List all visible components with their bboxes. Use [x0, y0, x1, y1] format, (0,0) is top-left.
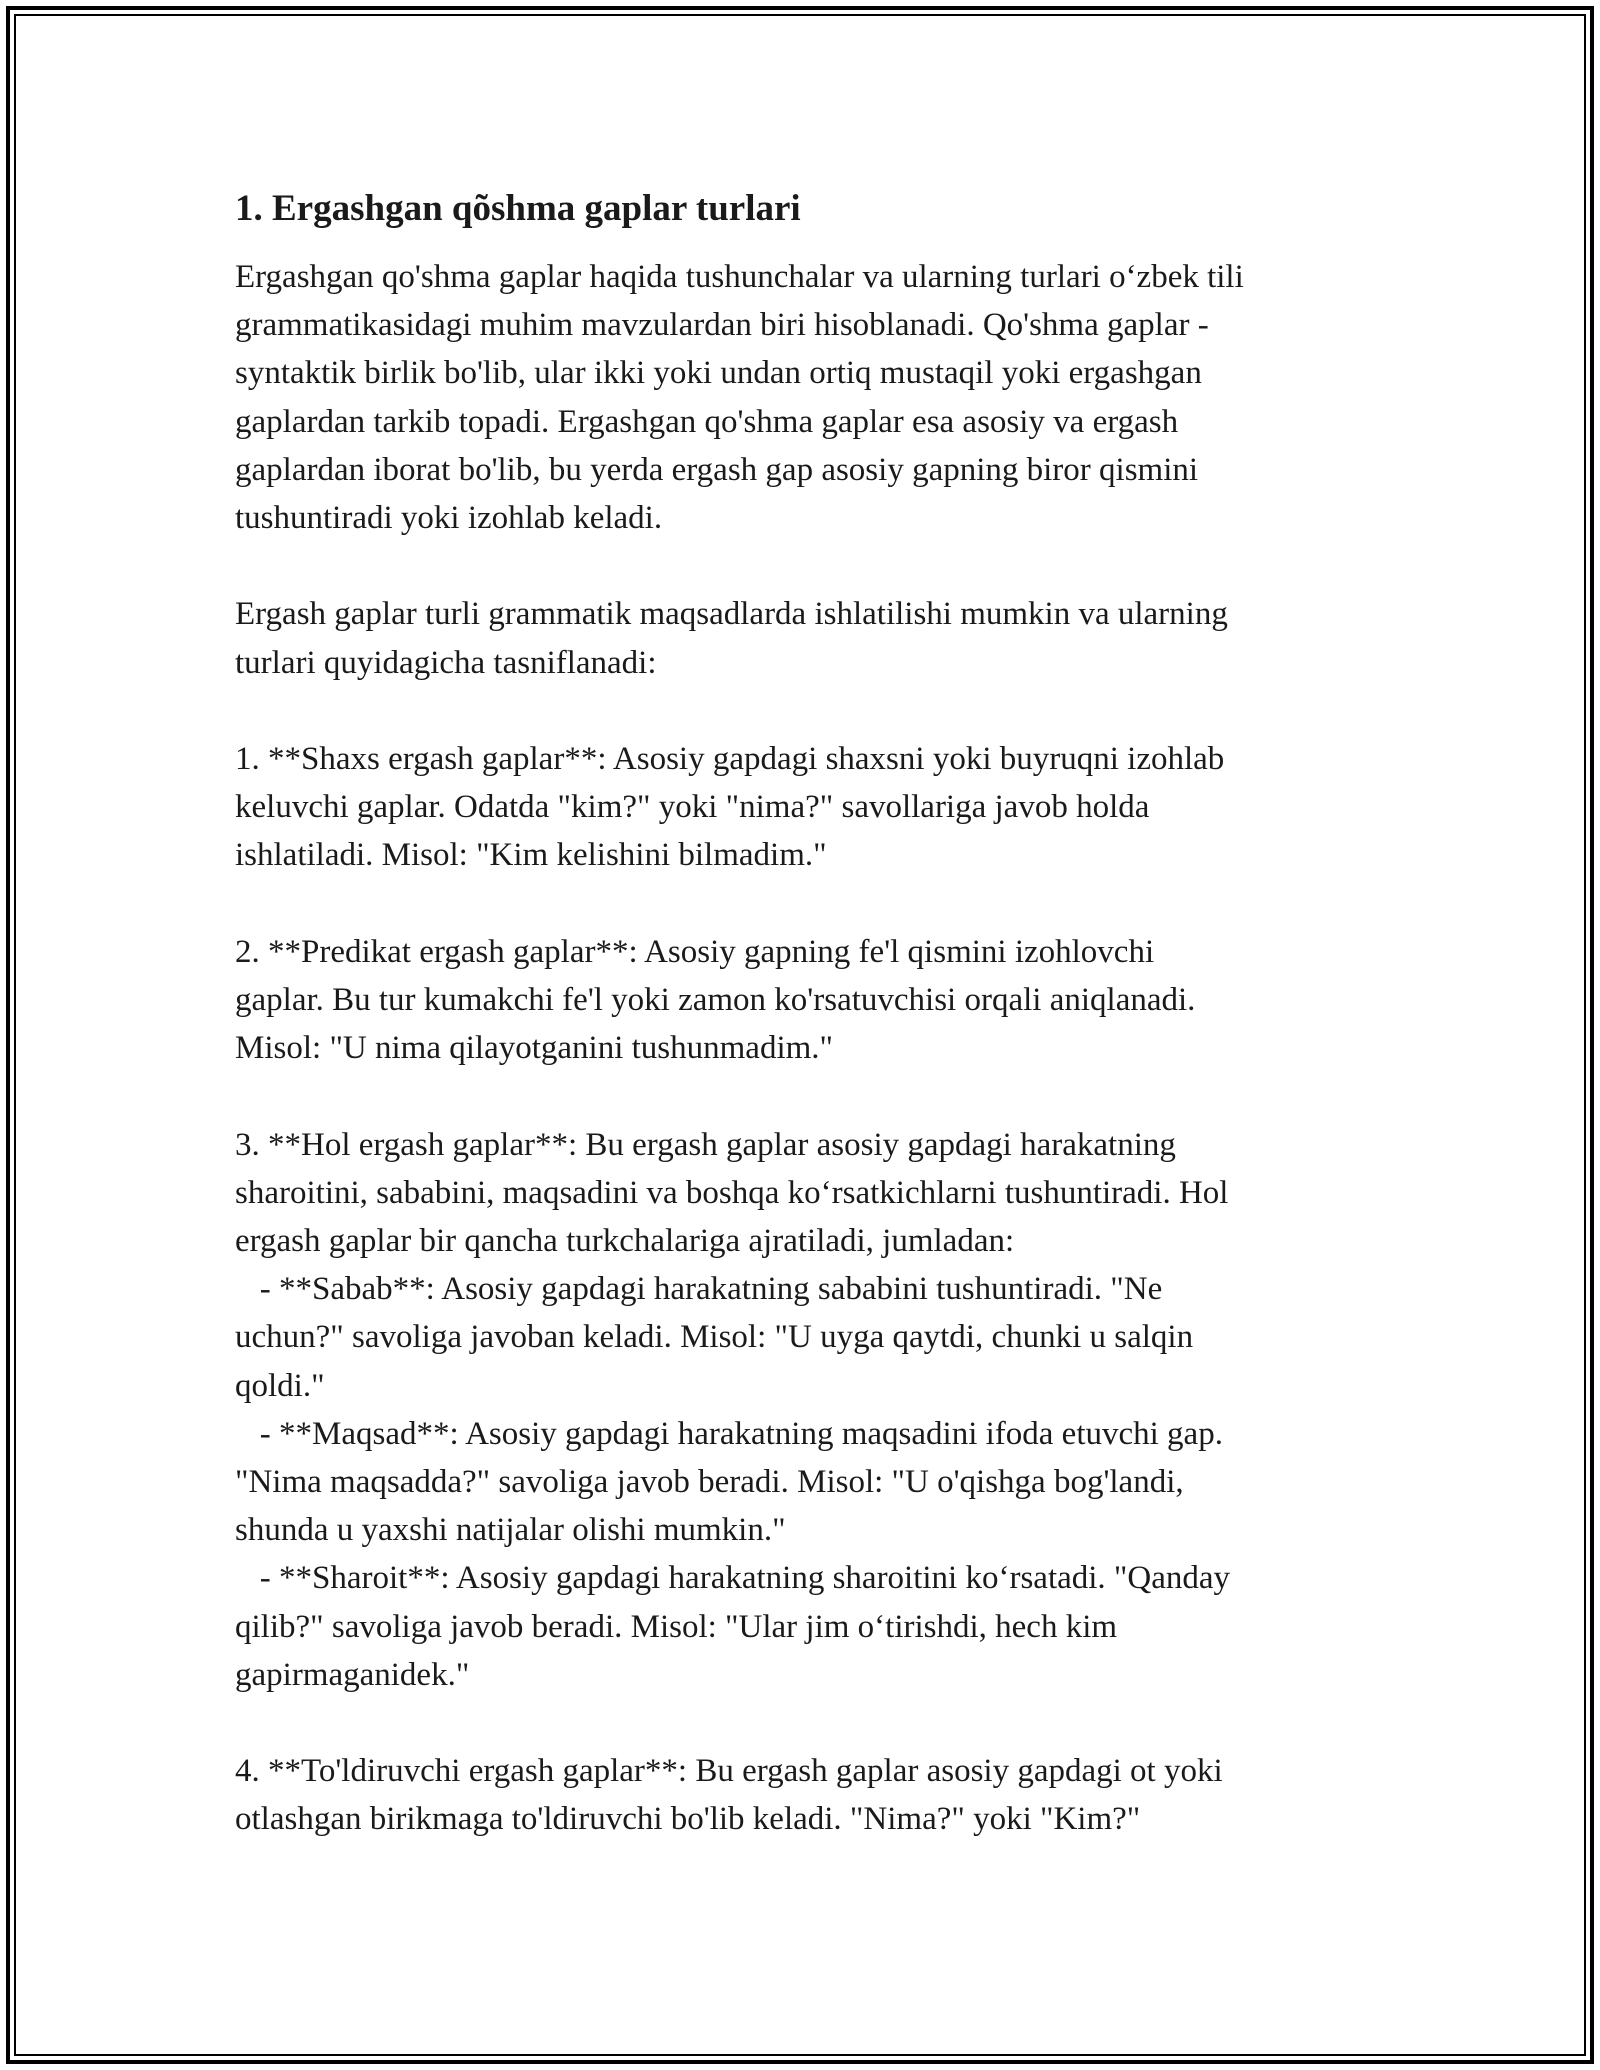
paragraph-gap: [235, 1699, 1375, 1747]
list-item-toldiruvchi: 4. **To'ldiruvchi ergash gaplar**: Bu ergash gaplar asosiy gapdagi ot yoki otlashgan birikmaga to'ldiruvchi bo'lib keladi. "Nima?" yoki "Kim?": [235, 1753, 1223, 1838]
section-title: 1. Ergashgan qõshma gaplar turlari: [235, 188, 801, 229]
classification-paragraph: Ergash gaplar turli grammatik maqsadlarda ishlatilishi mumkin va ularning turlari quyidagicha tasniflanadi:: [235, 596, 1228, 681]
paragraph-gap: [235, 687, 1375, 735]
list-item-hol: 3. **Hol ergash gaplar**: Bu ergash gaplar asosiy gapdagi harakatning sharoitini, sababini, maqsadini va boshqa ko‘rsatkichlarni tushuntiradi. Hol ergash gaplar bir qancha turkchalariga ajratiladi, jumladan: - **Sabab**: Asosiy gapdagi harakatning sababini tushuntiradi. "Ne uchun?" savoliga javoban keladi. Misol: "U uyga qaytdi, chunki u salqin qoldi." - **Maqsad**: Asosiy gapdagi harakatning maqsadini ifoda etuvchi gap. "Nima maqsadda?" savoliga javob beradi. Misol: "U o'qishga bog'landi, shunda u yaxshi natijalar olishi mumkin." - **Sharoit**: Asosiy gapdagi harakatning sharoitini ko‘rsatadi. "Qanday qilib?" savoliga javob beradi. Misol: "Ular jim o‘tirishdi, hech kim gapirmaganidek.": [235, 1126, 1231, 1693]
paragraph-gap: [235, 1072, 1375, 1120]
intro-paragraph: Ergashgan qo'shma gaplar haqida tushunchalar va ularning turlari o‘zbek tili grammatikasidagi muhim mavzulardan biri hisoblanadi. Qo'shma gaplar - syntaktik birlik bo'lib, ular ikki yoki undan ortiq mustaqil yoki ergashgan gaplardan tarkib topadi. Ergashgan qo'shma gaplar esa asosiy va ergash gaplardan iborat bo'lib, bu yerda ergash gap asosiy gapning biror qismini tushuntiradi yoki izohlab keladi.: [235, 259, 1244, 537]
paragraph-gap: [235, 542, 1375, 590]
list-item-predikat: 2. **Predikat ergash gaplar**: Asosiy gapning fe'l qismini izohlovchi gaplar. Bu tur kumakchi fe'l yoki zamon ko'rsatuvchisi orqali aniqlanadi. Misol: "U nima qilayotganini tushunmadim.": [235, 933, 1196, 1067]
list-item-shaxs: 1. **Shaxs ergash gaplar**: Asosiy gapdagi shaxsni yoki buyruqni izohlab keluvchi gaplar. Odatda "kim?" yoki "nima?" savollariga javob holda ishlatiladi. Misol: "Kim kelishini bilmadim.": [235, 741, 1225, 874]
paragraph-gap: [235, 880, 1375, 928]
document-body: [235, 185, 1375, 1844]
